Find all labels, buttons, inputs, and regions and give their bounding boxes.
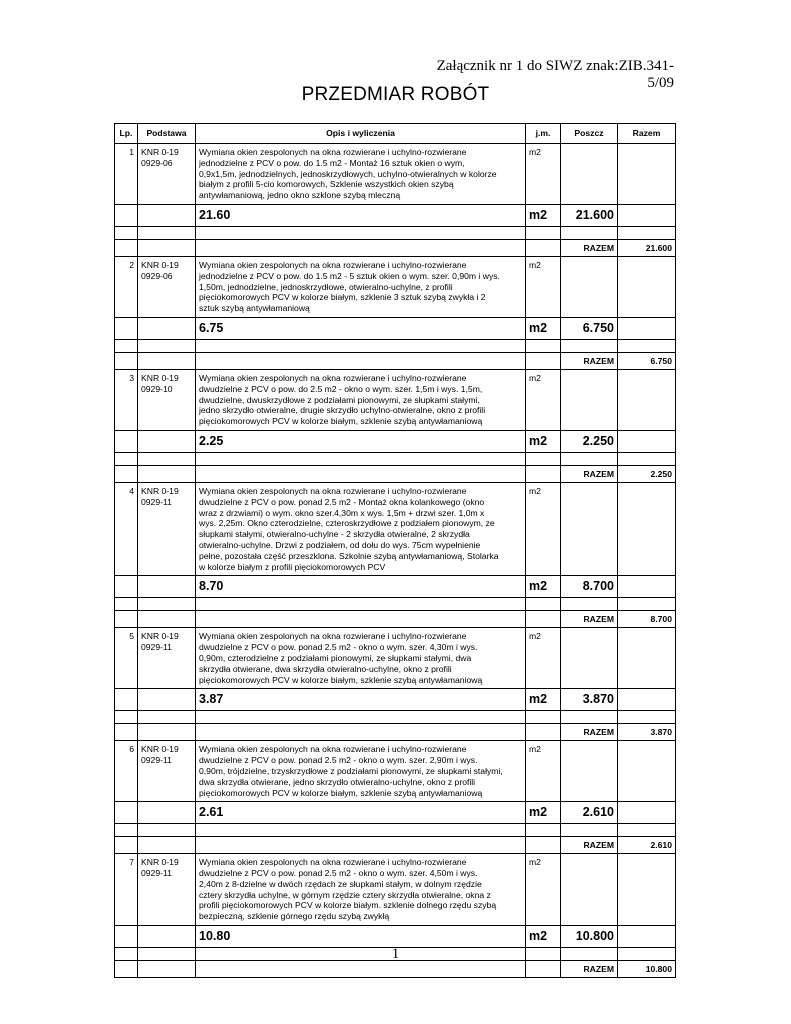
quantity-value: 3.87 — [196, 689, 526, 711]
spacer-cell — [618, 598, 676, 611]
item-number: 2 — [115, 256, 138, 317]
razem-empty-cell — [196, 961, 526, 978]
spacer-cell — [115, 598, 138, 611]
item-unit: m2 — [526, 741, 561, 802]
quantity-poszcz: 10.800 — [561, 926, 618, 948]
razem-empty-cell — [138, 724, 196, 741]
spacer-cell — [618, 824, 676, 837]
razem-label: RAZEM — [561, 465, 618, 482]
spacer-cell — [196, 226, 526, 239]
item-razem-empty — [618, 741, 676, 802]
spacer-cell — [561, 452, 618, 465]
quantity-poszcz: 6.750 — [561, 317, 618, 339]
spacer-cell — [561, 226, 618, 239]
spacer-cell — [196, 711, 526, 724]
annex-reference: Załącznik nr 1 do SIWZ znak:ZIB.341-5/09 — [436, 58, 674, 91]
razem-empty-cell — [138, 465, 196, 482]
quantity-value: 2.61 — [196, 802, 526, 824]
quantity-poszcz: 3.870 — [561, 689, 618, 711]
quantity-basis-empty — [138, 576, 196, 598]
item-number: 4 — [115, 482, 138, 575]
page-title: PRZEDMIAR ROBÓT — [301, 84, 490, 105]
spacer-cell — [138, 452, 196, 465]
razem-empty-cell — [196, 465, 526, 482]
quantity-lp-empty — [115, 689, 138, 711]
item-unit: m2 — [526, 628, 561, 689]
quantity-row — [115, 204, 676, 226]
spacer-cell — [526, 226, 561, 239]
razem-empty-cell — [526, 724, 561, 741]
razem-empty-cell — [196, 724, 526, 741]
item-basis: KNR 0-19 0929-11 — [138, 741, 196, 802]
razem-row — [115, 611, 676, 628]
item-number: 6 — [115, 741, 138, 802]
razem-row — [115, 724, 676, 741]
table-row — [115, 854, 676, 926]
item-description: Wymiana okien zespolonych na okna rozwierane i uchylno-rozwierane jednodzielne z PCV o pow. do 1.5 m2 - Montaż 16 sztuk okien o wym, 0,9x1,5m, jednodzielnych, jednoskrzydłowych, uchylno-otwieralnych w kolorze białym z profili 5-cio komorowych, Szklenie wszystkich okien szybą antywłamaniową, jedno okno szklone szybą mleczną — [196, 144, 526, 205]
spacer-row — [115, 824, 676, 837]
spacer-cell — [561, 711, 618, 724]
quantity-razem-empty — [618, 317, 676, 339]
item-description: Wymiana okien zespolonych na okna rozwierane i uchylno-rozwierane jednodzielne z PCV o pow. do 1.5 m2 - 5 sztuk okien o wym. szer. 0,90m i wys. 1,50m, jednodzielne, jednoskrzydłowe, otwieralno-uchylne, z profili pięciokomorowych PCV w kolorze białym, szklenie 3 sztuk szybą zwykła i 2 sztuk szybą antywłamaniową — [196, 256, 526, 317]
item-razem-empty — [618, 854, 676, 926]
bill-of-quantities-table — [114, 123, 676, 978]
column-header-razem: Razem — [618, 124, 676, 144]
razem-label: RAZEM — [561, 611, 618, 628]
spacer-cell — [196, 339, 526, 352]
spacer-cell — [561, 339, 618, 352]
quantity-value: 2.25 — [196, 430, 526, 452]
quantity-row — [115, 430, 676, 452]
spacer-cell — [138, 598, 196, 611]
spacer-cell — [526, 339, 561, 352]
razem-row — [115, 239, 676, 256]
quantity-lp-empty — [115, 317, 138, 339]
quantity-razem-empty — [618, 430, 676, 452]
item-basis: KNR 0-19 0929-10 — [138, 369, 196, 430]
spacer-cell — [115, 452, 138, 465]
spacer-cell — [115, 711, 138, 724]
item-poszcz-empty — [561, 256, 618, 317]
razem-empty-cell — [138, 239, 196, 256]
razem-value: 10.800 — [618, 961, 676, 978]
item-razem-empty — [618, 482, 676, 575]
spacer-cell — [618, 339, 676, 352]
razem-empty-cell — [115, 837, 138, 854]
quantity-poszcz: 2.250 — [561, 430, 618, 452]
spacer-cell — [138, 226, 196, 239]
razem-label: RAZEM — [561, 239, 618, 256]
razem-label: RAZEM — [561, 837, 618, 854]
item-description: Wymiana okien zespolonych na okna rozwierane i uchylno-rozwierane dwudzielne z PCV o pow. ponad 2.5 m2 - okno o wym. szer. 2,90m i wys. 0,90m, trójdzielne, trzyskrzydłowe z podziałami pionowymi, ze słupkami stałymi, dwa skrzydła otwierane, jedno skrzydło otwieralno-uchylne, okno z profili pięciokomorowych PCV w kolorze białym, szklenie szybą antywłamaniową — [196, 741, 526, 802]
quantity-unit: m2 — [526, 204, 561, 226]
razem-empty-cell — [196, 352, 526, 369]
quantity-poszcz: 2.610 — [561, 802, 618, 824]
spacer-cell — [138, 711, 196, 724]
razem-value: 21.600 — [618, 239, 676, 256]
quantity-value: 6.75 — [196, 317, 526, 339]
spacer-cell — [526, 711, 561, 724]
spacer-cell — [618, 711, 676, 724]
item-basis: KNR 0-19 0929-11 — [138, 628, 196, 689]
column-header-jm: j.m. — [526, 124, 561, 144]
item-basis: KNR 0-19 0929-11 — [138, 482, 196, 575]
item-razem-empty — [618, 628, 676, 689]
razem-empty-cell — [138, 961, 196, 978]
razem-value: 3.870 — [618, 724, 676, 741]
razem-empty-cell — [138, 611, 196, 628]
item-poszcz-empty — [561, 628, 618, 689]
quantity-razem-empty — [618, 204, 676, 226]
razem-value: 6.750 — [618, 352, 676, 369]
item-unit: m2 — [526, 256, 561, 317]
quantity-unit: m2 — [526, 576, 561, 598]
razem-value: 2.250 — [618, 465, 676, 482]
quantity-row — [115, 689, 676, 711]
spacer-cell — [115, 339, 138, 352]
item-razem-empty — [618, 256, 676, 317]
quantity-poszcz: 21.600 — [561, 204, 618, 226]
spacer-cell — [561, 598, 618, 611]
page-number: 1 — [391, 946, 400, 962]
quantity-razem-empty — [618, 926, 676, 948]
razem-empty-cell — [526, 961, 561, 978]
spacer-row — [115, 711, 676, 724]
quantity-basis-empty — [138, 926, 196, 948]
spacer-cell — [196, 824, 526, 837]
item-basis: KNR 0-19 0929-06 — [138, 144, 196, 205]
quantity-row — [115, 802, 676, 824]
spacer-row — [115, 452, 676, 465]
quantity-lp-empty — [115, 430, 138, 452]
table-row — [115, 482, 676, 575]
item-basis: KNR 0-19 0929-06 — [138, 256, 196, 317]
razem-empty-cell — [115, 611, 138, 628]
razem-row — [115, 465, 676, 482]
quantity-value: 21.60 — [196, 204, 526, 226]
spacer-cell — [526, 452, 561, 465]
razem-value: 8.700 — [618, 611, 676, 628]
razem-empty-cell — [115, 465, 138, 482]
table-row — [115, 144, 676, 205]
razem-empty-cell — [138, 837, 196, 854]
quantity-unit: m2 — [526, 430, 561, 452]
razem-empty-cell — [115, 724, 138, 741]
razem-empty-cell — [526, 837, 561, 854]
spacer-cell — [618, 226, 676, 239]
razem-empty-cell — [115, 961, 138, 978]
razem-empty-cell — [526, 352, 561, 369]
razem-empty-cell — [196, 837, 526, 854]
quantity-unit: m2 — [526, 689, 561, 711]
razem-row — [115, 352, 676, 369]
spacer-cell — [115, 824, 138, 837]
item-unit: m2 — [526, 369, 561, 430]
item-description: Wymiana okien zespolonych na okna rozwierane i uchylno-rozwierane dwudzielne z PCV o pow. ponad 2.5 m2 - Montaż okna kolankowego (okno wraz z drzwiami) o wym. okno szer.4,30m x wys. 1,5m + drzwi szer. 1,0m x wys. 2,25m. Okno czterodzielne, czteroskrzydłowe z podziałem pionowym, ze słupkami stałymi, otwieralno-uchylne - 2 skrzydła otwieralne, 2 skrzydła otwieralno-uchylne. Drzwi z podziałem, od dołu do wys. 75cm wypełnienie pełne, pozostała część przeszklona. Szkolnie szybą antywłamaniową, Stolarka w kolorze białym z profili pięciokomorowych PCV — [196, 482, 526, 575]
razem-empty-cell — [196, 239, 526, 256]
razem-value: 2.610 — [618, 837, 676, 854]
quantity-unit: m2 — [526, 926, 561, 948]
quantity-lp-empty — [115, 576, 138, 598]
razem-empty-cell — [526, 611, 561, 628]
quantity-basis-empty — [138, 689, 196, 711]
quantity-unit: m2 — [526, 802, 561, 824]
razem-row — [115, 961, 676, 978]
spacer-row — [115, 339, 676, 352]
spacer-row — [115, 598, 676, 611]
razem-row — [115, 837, 676, 854]
table-row — [115, 628, 676, 689]
spacer-cell — [196, 452, 526, 465]
quantity-razem-empty — [618, 689, 676, 711]
quantity-poszcz: 8.700 — [561, 576, 618, 598]
spacer-cell — [196, 598, 526, 611]
spacer-cell — [561, 824, 618, 837]
table-row — [115, 256, 676, 317]
item-razem-empty — [618, 369, 676, 430]
column-header-opis: Opis i wyliczenia — [196, 124, 526, 144]
spacer-cell — [618, 452, 676, 465]
item-number: 3 — [115, 369, 138, 430]
item-basis: KNR 0-19 0929-11 — [138, 854, 196, 926]
item-description: Wymiana okien zespolonych na okna rozwierane i uchylno-rozwierane dwudzielne z PCV o pow. do 2.5 m2 - okno o wym. szer. 1,5m i wys. 1,5m, dwudzielne, dwuskrzydłowe z podziałami pionowymi, ze słupkami stałymi, jedno skrzydło otwieralne, drugie skrzydło uchylno-otwieralne, okno z profili pięciokomorowych PCV w kolorze białym, szklenie szybą antywłamaniową — [196, 369, 526, 430]
quantity-basis-empty — [138, 204, 196, 226]
razem-empty-cell — [115, 352, 138, 369]
quantity-value: 10.80 — [196, 926, 526, 948]
quantity-lp-empty — [115, 204, 138, 226]
razem-label: RAZEM — [561, 961, 618, 978]
item-razem-empty — [618, 144, 676, 205]
quantity-lp-empty — [115, 802, 138, 824]
item-description: Wymiana okien zespolonych na okna rozwierane i uchylno-rozwierane dwudzielne z PCV o pow. ponad 2.5 m2 - okno o wym. szer. 4,30m i wys. 0,90m, czterodzielne z podziałami pionowymi, ze słupkami stałymi, dwa skrzydła otwierane, dwa skrzydła otwieralno-uchylne, okno z profili pięciokomorowych PCV w kolorze białym, szklenie szybą antywłamaniową — [196, 628, 526, 689]
spacer-cell — [115, 226, 138, 239]
quantity-razem-empty — [618, 802, 676, 824]
razem-empty-cell — [196, 611, 526, 628]
column-header-poszcz: Poszcz — [561, 124, 618, 144]
item-number: 1 — [115, 144, 138, 205]
spacer-cell — [138, 339, 196, 352]
quantity-razem-empty — [618, 576, 676, 598]
table-header-row — [115, 124, 676, 144]
table-row — [115, 741, 676, 802]
quantity-basis-empty — [138, 317, 196, 339]
quantity-value: 8.70 — [196, 576, 526, 598]
item-number: 5 — [115, 628, 138, 689]
razem-empty-cell — [526, 239, 561, 256]
quantity-row — [115, 317, 676, 339]
quantity-basis-empty — [138, 430, 196, 452]
column-header-lp: Lp. — [115, 124, 138, 144]
quantity-lp-empty — [115, 926, 138, 948]
table-body — [115, 144, 676, 978]
item-unit: m2 — [526, 482, 561, 575]
item-description: Wymiana okien zespolonych na okna rozwierane i uchylno-rozwierane dwudzielne z PCV o pow. ponad 2.5 m2 - okno o wym. szer. 4,50m i wys. 2,40m z 8-dzielne w dwóch rzędach ze słupkami stałym, w dolnym rzędzie cztery skrzydła uchylne, w górnym rzędzie cztery skrzydła otwieralne, okna z profili pięciokomorowych PCV w kolorze białym. szklenie dolnego rzędu szybą bezpieczną, szklenie górnego rzędu szybą zwykłą — [196, 854, 526, 926]
quantity-row — [115, 576, 676, 598]
razem-label: RAZEM — [561, 352, 618, 369]
spacer-cell — [526, 598, 561, 611]
spacer-row — [115, 226, 676, 239]
razem-empty-cell — [115, 239, 138, 256]
razem-label: RAZEM — [561, 724, 618, 741]
item-poszcz-empty — [561, 741, 618, 802]
item-poszcz-empty — [561, 369, 618, 430]
item-poszcz-empty — [561, 482, 618, 575]
item-unit: m2 — [526, 854, 561, 926]
quantity-basis-empty — [138, 802, 196, 824]
item-poszcz-empty — [561, 144, 618, 205]
item-poszcz-empty — [561, 854, 618, 926]
razem-empty-cell — [138, 352, 196, 369]
table-row — [115, 369, 676, 430]
item-unit: m2 — [526, 144, 561, 205]
quantity-unit: m2 — [526, 317, 561, 339]
quantity-row — [115, 926, 676, 948]
column-header-podstawa: Podstawa — [138, 124, 196, 144]
spacer-cell — [138, 824, 196, 837]
spacer-cell — [526, 824, 561, 837]
item-number: 7 — [115, 854, 138, 926]
razem-empty-cell — [526, 465, 561, 482]
